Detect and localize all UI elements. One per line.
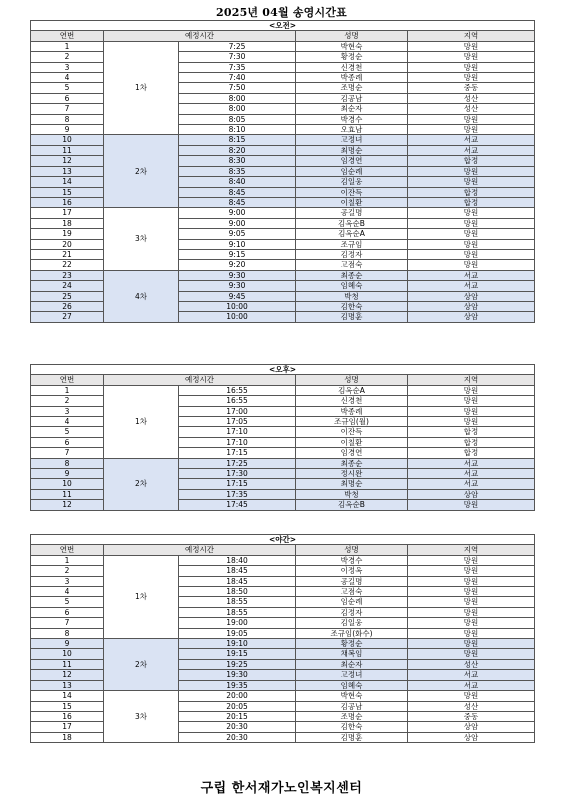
row-no: 2 xyxy=(31,52,104,62)
row-no: 19 xyxy=(31,229,104,239)
session-label: <야간> xyxy=(31,535,535,545)
row-no: 1 xyxy=(31,555,104,565)
row-time: 8:15 xyxy=(179,135,296,145)
row-no: 9 xyxy=(31,125,104,135)
row-time: 19:00 xyxy=(179,618,296,628)
row-time: 20:30 xyxy=(179,732,296,742)
row-no: 5 xyxy=(31,597,104,607)
row-region: 서교 xyxy=(408,135,535,145)
row-name: 김명훈 xyxy=(296,732,408,742)
row-name: 김옥순B xyxy=(296,500,408,510)
row-region: 중동 xyxy=(408,711,535,721)
row-name: 최종순 xyxy=(296,458,408,468)
row-no: 5 xyxy=(31,83,104,93)
organization-name: 구립 한서재가노인복지센터 xyxy=(200,781,363,796)
row-region: 망원 xyxy=(408,52,535,62)
row-region: 서교 xyxy=(408,680,535,690)
row-name: 공길명 xyxy=(296,576,408,586)
row-region: 중동 xyxy=(408,83,535,93)
row-name: 최종순 xyxy=(296,270,408,280)
row-no: 3 xyxy=(31,406,104,416)
group-label: 1차 xyxy=(104,41,179,135)
row-region: 망원 xyxy=(408,73,535,83)
row-time: 19:35 xyxy=(179,680,296,690)
row-region: 망원 xyxy=(408,62,535,72)
row-time: 20:30 xyxy=(179,722,296,732)
row-region: 합정 xyxy=(408,197,535,207)
row-name: 이칠환 xyxy=(296,197,408,207)
row-time: 9:00 xyxy=(179,208,296,218)
row-name: 공길명 xyxy=(296,208,408,218)
row-name: 최순자 xyxy=(296,659,408,669)
row-no: 6 xyxy=(31,607,104,617)
row-no: 1 xyxy=(31,385,104,395)
row-no: 10 xyxy=(31,135,104,145)
row-time: 9:10 xyxy=(179,239,296,249)
row-no: 9 xyxy=(31,639,104,649)
schedule-table xyxy=(30,364,535,511)
row-no: 12 xyxy=(31,670,104,680)
row-time: 8:45 xyxy=(179,197,296,207)
row-time: 18:40 xyxy=(179,555,296,565)
row-time: 8:40 xyxy=(179,177,296,187)
row-name: 김옥순B xyxy=(296,218,408,228)
row-region: 망원 xyxy=(408,628,535,638)
row-region: 망원 xyxy=(408,260,535,270)
row-no: 18 xyxy=(31,732,104,742)
row-time: 8:30 xyxy=(179,156,296,166)
row-region: 상암 xyxy=(408,291,535,301)
row-time: 7:25 xyxy=(179,41,296,51)
row-region: 망원 xyxy=(408,396,535,406)
row-no: 11 xyxy=(31,659,104,669)
table-row xyxy=(31,41,535,51)
header-region: 지역 xyxy=(408,545,535,555)
row-region: 망원 xyxy=(408,607,535,617)
table-row xyxy=(31,270,535,280)
row-no: 26 xyxy=(31,301,104,311)
row-name: 임경연 xyxy=(296,448,408,458)
row-name: 조규임 xyxy=(296,239,408,249)
row-time: 7:40 xyxy=(179,73,296,83)
row-name: 최순자 xyxy=(296,104,408,114)
row-region: 망원 xyxy=(408,218,535,228)
row-no: 13 xyxy=(31,680,104,690)
row-name: 임혜숙 xyxy=(296,680,408,690)
row-name: 김옥순A xyxy=(296,385,408,395)
row-time: 7:50 xyxy=(179,83,296,93)
row-name: 오효남 xyxy=(296,125,408,135)
row-no: 22 xyxy=(31,260,104,270)
row-no: 27 xyxy=(31,312,104,322)
row-name: 황정순 xyxy=(296,52,408,62)
row-no: 3 xyxy=(31,62,104,72)
row-region: 망원 xyxy=(408,249,535,259)
row-region: 합정 xyxy=(408,437,535,447)
row-no: 21 xyxy=(31,249,104,259)
row-name: 조명순 xyxy=(296,83,408,93)
row-no: 20 xyxy=(31,239,104,249)
header-time: 예정시간 xyxy=(104,545,296,555)
table-header xyxy=(31,375,535,385)
row-region: 망원 xyxy=(408,177,535,187)
row-region: 망원 xyxy=(408,691,535,701)
row-time: 17:00 xyxy=(179,406,296,416)
table-header xyxy=(31,545,535,555)
header-time: 예정시간 xyxy=(104,375,296,385)
row-region: 서교 xyxy=(408,469,535,479)
row-name: 박청 xyxy=(296,489,408,499)
row-time: 8:20 xyxy=(179,145,296,155)
group-label: 2차 xyxy=(104,639,179,691)
row-region: 망원 xyxy=(408,587,535,597)
row-no: 14 xyxy=(31,177,104,187)
row-name: 고정녀 xyxy=(296,670,408,680)
row-time: 18:45 xyxy=(179,566,296,576)
row-name: 박현숙 xyxy=(296,691,408,701)
row-time: 10:00 xyxy=(179,312,296,322)
row-name: 박경수 xyxy=(296,555,408,565)
row-region: 서교 xyxy=(408,281,535,291)
schedule-table xyxy=(30,20,535,323)
row-name: 임혜숙 xyxy=(296,281,408,291)
row-time: 17:45 xyxy=(179,500,296,510)
row-name: 임경연 xyxy=(296,156,408,166)
row-name: 박종례 xyxy=(296,73,408,83)
header-name: 성명 xyxy=(296,375,408,385)
row-region: 망원 xyxy=(408,500,535,510)
row-no: 17 xyxy=(31,722,104,732)
group-label: 1차 xyxy=(104,555,179,638)
group-label: 3차 xyxy=(104,691,179,743)
row-time: 8:00 xyxy=(179,104,296,114)
row-no: 17 xyxy=(31,208,104,218)
row-time: 18:55 xyxy=(179,607,296,617)
row-no: 13 xyxy=(31,166,104,176)
table-row xyxy=(31,555,535,565)
row-time: 20:05 xyxy=(179,701,296,711)
row-region: 망원 xyxy=(408,239,535,249)
row-no: 6 xyxy=(31,93,104,103)
row-name: 김공남 xyxy=(296,701,408,711)
header-name: 성명 xyxy=(296,31,408,41)
row-no: 25 xyxy=(31,291,104,301)
row-no: 10 xyxy=(31,649,104,659)
row-name: 조명순 xyxy=(296,711,408,721)
group-label: 1차 xyxy=(104,385,179,458)
row-no: 4 xyxy=(31,587,104,597)
row-region: 망원 xyxy=(408,406,535,416)
row-time: 19:30 xyxy=(179,670,296,680)
header-time: 예정시간 xyxy=(104,31,296,41)
row-region: 망원 xyxy=(408,41,535,51)
group-label: 4차 xyxy=(104,270,179,322)
row-no: 7 xyxy=(31,104,104,114)
row-name: 박경수 xyxy=(296,114,408,124)
row-name: 박종례 xyxy=(296,406,408,416)
header-region: 지역 xyxy=(408,375,535,385)
row-region: 성산 xyxy=(408,701,535,711)
session-row xyxy=(31,21,535,31)
row-name: 박현숙 xyxy=(296,41,408,51)
session-label: <오전> xyxy=(31,21,535,31)
row-time: 19:05 xyxy=(179,628,296,638)
row-no: 11 xyxy=(31,145,104,155)
row-region: 망원 xyxy=(408,576,535,586)
row-region: 서교 xyxy=(408,270,535,280)
row-time: 17:30 xyxy=(179,469,296,479)
row-name: 이잔득 xyxy=(296,187,408,197)
row-time: 17:15 xyxy=(179,479,296,489)
row-time: 20:15 xyxy=(179,711,296,721)
row-time: 17:15 xyxy=(179,448,296,458)
row-no: 11 xyxy=(31,489,104,499)
group-label: 3차 xyxy=(104,208,179,270)
row-region: 망원 xyxy=(408,597,535,607)
row-no: 18 xyxy=(31,218,104,228)
row-name: 김명훈 xyxy=(296,312,408,322)
row-no: 2 xyxy=(31,566,104,576)
schedule-table xyxy=(30,534,535,743)
row-no: 23 xyxy=(31,270,104,280)
row-time: 8:10 xyxy=(179,125,296,135)
row-region: 성산 xyxy=(408,659,535,669)
session-row xyxy=(31,535,535,545)
table-row xyxy=(31,135,535,145)
row-time: 20:00 xyxy=(179,691,296,701)
row-name: 이칠환 xyxy=(296,437,408,447)
row-region: 합정 xyxy=(408,156,535,166)
table-row xyxy=(31,458,535,468)
row-region: 상암 xyxy=(408,489,535,499)
row-region: 망원 xyxy=(408,114,535,124)
row-time: 17:10 xyxy=(179,437,296,447)
row-no: 9 xyxy=(31,469,104,479)
row-name: 신경천 xyxy=(296,396,408,406)
table-row xyxy=(31,208,535,218)
row-time: 9:45 xyxy=(179,291,296,301)
row-region: 합정 xyxy=(408,427,535,437)
row-name: 황정순 xyxy=(296,639,408,649)
row-time: 9:30 xyxy=(179,281,296,291)
row-no: 7 xyxy=(31,448,104,458)
row-name: 신경천 xyxy=(296,62,408,72)
row-no: 4 xyxy=(31,73,104,83)
row-name: 김한숙 xyxy=(296,722,408,732)
row-name: 최명순 xyxy=(296,479,408,489)
row-name: 조규임(화수) xyxy=(296,628,408,638)
row-region: 상암 xyxy=(408,312,535,322)
row-region: 망원 xyxy=(408,208,535,218)
group-label: 2차 xyxy=(104,135,179,208)
table-row xyxy=(31,639,535,649)
row-region: 망원 xyxy=(408,229,535,239)
row-no: 12 xyxy=(31,500,104,510)
row-no: 15 xyxy=(31,701,104,711)
row-region: 합정 xyxy=(408,187,535,197)
row-time: 7:30 xyxy=(179,52,296,62)
row-time: 18:50 xyxy=(179,587,296,597)
row-time: 10:00 xyxy=(179,301,296,311)
row-no: 24 xyxy=(31,281,104,291)
row-region: 망원 xyxy=(408,385,535,395)
row-no: 4 xyxy=(31,417,104,427)
table-header xyxy=(31,31,535,41)
row-name: 김일웅 xyxy=(296,177,408,187)
row-no: 2 xyxy=(31,396,104,406)
row-region: 서교 xyxy=(408,670,535,680)
row-region: 합정 xyxy=(408,448,535,458)
row-no: 8 xyxy=(31,114,104,124)
row-no: 6 xyxy=(31,437,104,447)
row-region: 망원 xyxy=(408,166,535,176)
row-time: 17:25 xyxy=(179,458,296,468)
page-title: 2025년 04월 송영시간표 xyxy=(216,6,347,19)
table-row xyxy=(31,385,535,395)
header-name: 성명 xyxy=(296,545,408,555)
row-no: 12 xyxy=(31,156,104,166)
row-region: 상암 xyxy=(408,301,535,311)
row-region: 망원 xyxy=(408,566,535,576)
row-region: 망원 xyxy=(408,125,535,135)
row-name: 김정자 xyxy=(296,607,408,617)
row-region: 상암 xyxy=(408,722,535,732)
header-no: 연번 xyxy=(31,31,104,41)
row-region: 상암 xyxy=(408,732,535,742)
session-row xyxy=(31,365,535,375)
row-name: 김정자 xyxy=(296,249,408,259)
row-time: 8:00 xyxy=(179,93,296,103)
row-name: 이정옥 xyxy=(296,566,408,576)
row-time: 9:20 xyxy=(179,260,296,270)
row-region: 성산 xyxy=(408,93,535,103)
row-no: 7 xyxy=(31,618,104,628)
row-name: 임순례 xyxy=(296,597,408,607)
row-region: 망원 xyxy=(408,555,535,565)
row-name: 김공남 xyxy=(296,93,408,103)
group-label: 2차 xyxy=(104,458,179,510)
row-name: 김일웅 xyxy=(296,618,408,628)
header-no: 연번 xyxy=(31,545,104,555)
row-region: 서교 xyxy=(408,479,535,489)
row-name: 정시완 xyxy=(296,469,408,479)
row-time: 18:55 xyxy=(179,597,296,607)
row-region: 서교 xyxy=(408,145,535,155)
row-time: 9:15 xyxy=(179,249,296,259)
session-label: <오후> xyxy=(31,365,535,375)
row-time: 16:55 xyxy=(179,396,296,406)
row-no: 16 xyxy=(31,197,104,207)
row-time: 8:45 xyxy=(179,187,296,197)
row-name: 김한숙 xyxy=(296,301,408,311)
row-time: 9:00 xyxy=(179,218,296,228)
table-row xyxy=(31,691,535,701)
row-name: 채복임 xyxy=(296,649,408,659)
row-name: 고점숙 xyxy=(296,587,408,597)
row-name: 조규임(월) xyxy=(296,417,408,427)
row-name: 임순례 xyxy=(296,166,408,176)
row-region: 망원 xyxy=(408,618,535,628)
row-no: 16 xyxy=(31,711,104,721)
row-time: 17:05 xyxy=(179,417,296,427)
row-no: 8 xyxy=(31,458,104,468)
row-time: 8:05 xyxy=(179,114,296,124)
row-no: 3 xyxy=(31,576,104,586)
row-no: 8 xyxy=(31,628,104,638)
row-name: 고점숙 xyxy=(296,260,408,270)
row-no: 5 xyxy=(31,427,104,437)
row-time: 19:15 xyxy=(179,649,296,659)
row-name: 이잔득 xyxy=(296,427,408,437)
row-no: 10 xyxy=(31,479,104,489)
row-time: 7:35 xyxy=(179,62,296,72)
header-no: 연번 xyxy=(31,375,104,385)
row-region: 망원 xyxy=(408,417,535,427)
row-name: 김옥순A xyxy=(296,229,408,239)
row-no: 14 xyxy=(31,691,104,701)
row-time: 9:30 xyxy=(179,270,296,280)
row-time: 18:45 xyxy=(179,576,296,586)
row-no: 15 xyxy=(31,187,104,197)
row-name: 최명순 xyxy=(296,145,408,155)
header-region: 지역 xyxy=(408,31,535,41)
row-region: 성산 xyxy=(408,104,535,114)
row-time: 17:10 xyxy=(179,427,296,437)
row-time: 9:05 xyxy=(179,229,296,239)
row-region: 망원 xyxy=(408,649,535,659)
row-name: 고정녀 xyxy=(296,135,408,145)
row-name: 박청 xyxy=(296,291,408,301)
row-time: 8:35 xyxy=(179,166,296,176)
row-time: 19:25 xyxy=(179,659,296,669)
row-no: 1 xyxy=(31,41,104,51)
row-region: 망원 xyxy=(408,639,535,649)
row-time: 19:10 xyxy=(179,639,296,649)
row-region: 서교 xyxy=(408,458,535,468)
row-time: 16:55 xyxy=(179,385,296,395)
row-time: 17:35 xyxy=(179,489,296,499)
